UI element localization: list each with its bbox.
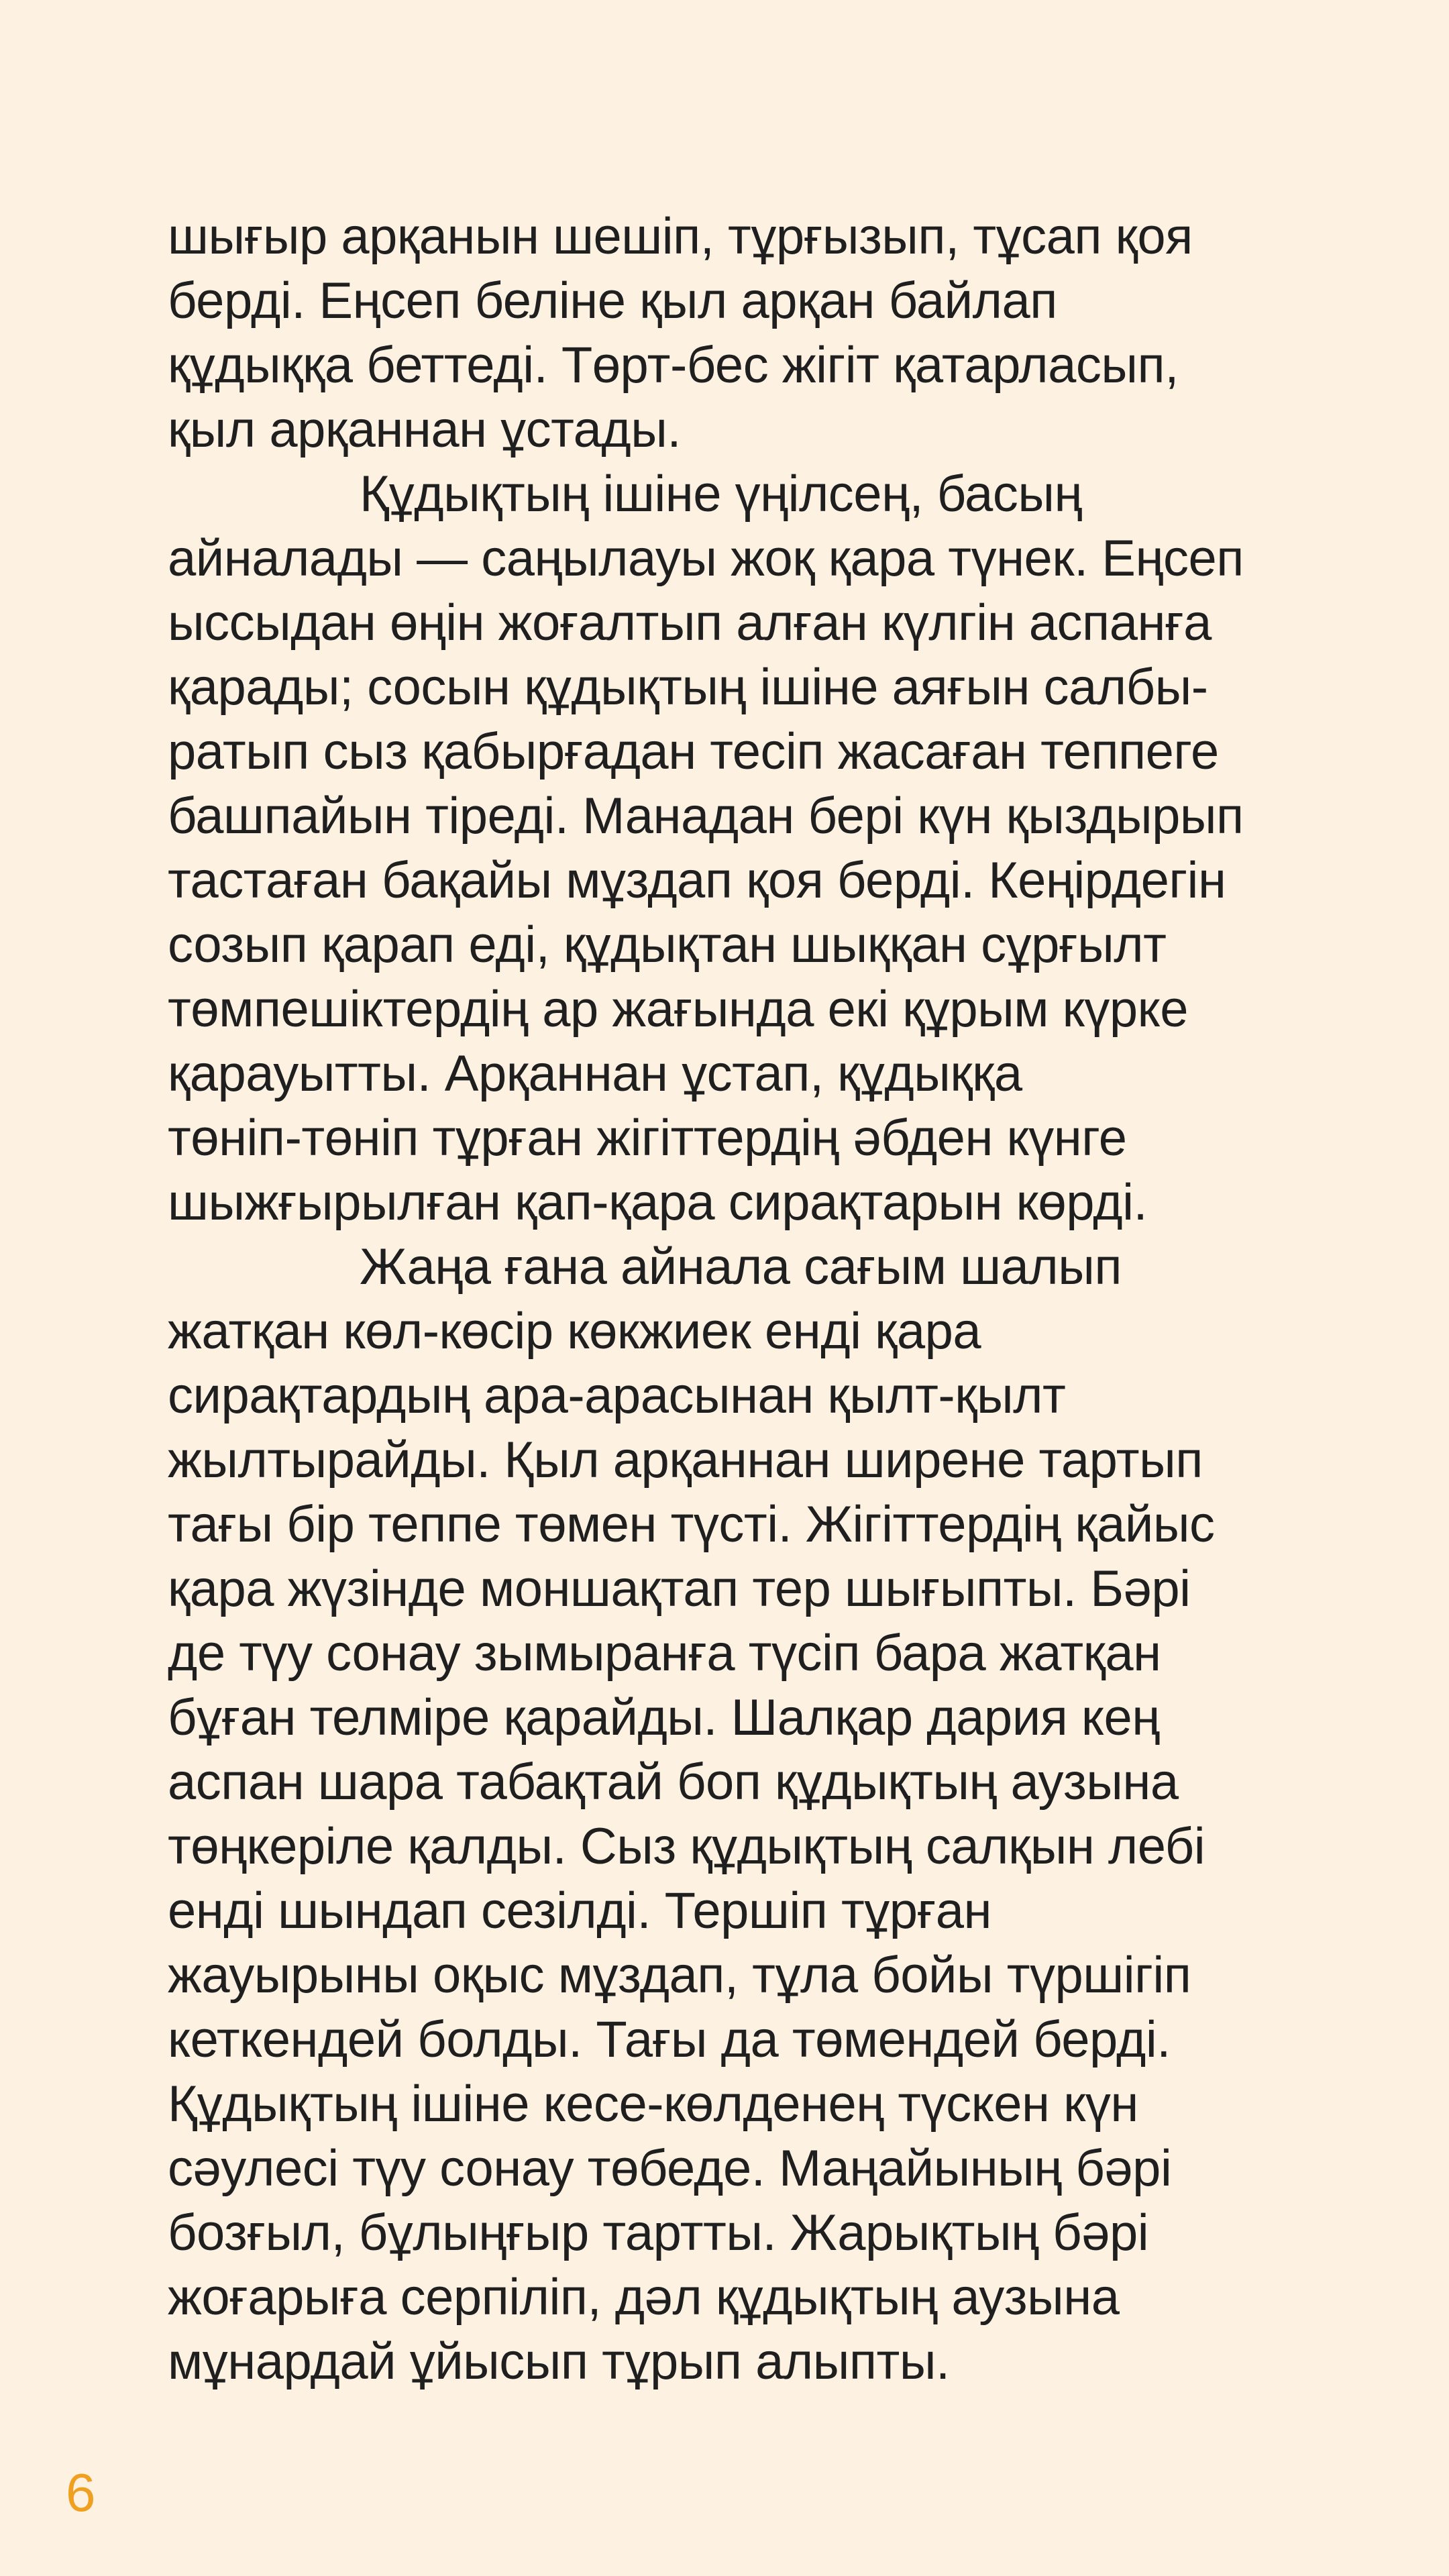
text-line: бұған телміре қарайды. Шалқар дария кең [168, 1689, 1160, 1746]
text-line: башпайын тіреді. Манадан бері күн қыздырып [168, 788, 1244, 845]
text-line: де түу сонау зымыранға түсіп бара жатқан [168, 1625, 1161, 1682]
text-line: берді. Еңсеп беліне қыл арқан байлап [168, 272, 1057, 329]
text-line: кеткендей болды. Тағы да төмендей берді. [168, 2011, 1171, 2068]
text-line: Құдықтың ішіне кесе-көлденең түскен күн [168, 2076, 1138, 2133]
text-line: қыл арқаннан ұстады. [168, 401, 681, 458]
text-line: құдыққа беттеді. Төрт-бес жігіт қатарласып, [168, 337, 1179, 394]
page-number: 6 [66, 2463, 96, 2522]
text-line: ыссыдан өңін жоғалтып алған күлгін аспанға [168, 594, 1212, 651]
paragraph-first-line: Құдықтың ішіне үңілсең, басың [360, 466, 1082, 523]
text-line: жатқан көл-көсір көкжиек енді қара [168, 1303, 981, 1360]
text-line: ратып сыз қабырғадан тесіп жасаған теппеге [168, 723, 1219, 780]
text-line: сәулесі түу сонау төбеде. Маңайының бәрі [168, 2140, 1172, 2197]
text-line: шығыр арқанын шешіп, тұрғызып, тұсап қоя [168, 208, 1193, 265]
text-line: тағы бір теппе төмен түсті. Жігіттердің қайыс [168, 1496, 1215, 1553]
page-body-text [168, 205, 1348, 2394]
text-line: тастаған бақайы мұздап қоя берді. Кеңірдегін [168, 852, 1226, 909]
text-line: созып қарап еді, құдықтан шыққан сұрғылт [168, 916, 1167, 973]
text-line: төңкеріле қалды. Сыз құдықтың салқын лебі [168, 1818, 1205, 1875]
text-line: аспан шара табақтай боп құдықтың аузына [168, 1754, 1179, 1811]
text-line: сирақтардың ара-арасынан қылт-қылт [168, 1367, 1066, 1424]
text-line: қара жүзінде моншақтап тер шығыпты. Бәрі [168, 1560, 1191, 1617]
text-line: айналады — саңылауы жоқ қара түнек. Еңсеп [168, 530, 1244, 587]
text-line: енді шындап сезілді. Тершіп тұрған [168, 1882, 992, 1939]
text-line: қарауытты. Арқаннан ұстап, құдыққа [168, 1045, 1022, 1102]
text-line: төніп-төніп тұрған жігіттердің әбден күнге [168, 1110, 1127, 1167]
text-line: шыжғырылған қап-қара сирақтарын көрді. [168, 1174, 1148, 1231]
text-line: қарады; сосын құдықтың ішіне аяғын салбы- [168, 659, 1208, 716]
paragraph-first-line: Жаңа ғана айнала сағым шалып [360, 1238, 1122, 1295]
text-line: бозғыл, бұлыңғыр тартты. Жарықтың бәрі [168, 2204, 1149, 2261]
text-line: жоғарыға серпіліп, дәл құдықтың аузына [168, 2269, 1120, 2326]
text-line: төмпешіктердің ар жағында екі құрым күрке [168, 981, 1188, 1038]
text-line: мұнардай ұйысып тұрып алыпты. [168, 2333, 950, 2390]
text-line: жылтырайды. Қыл арқаннан ширене тартып [168, 1432, 1203, 1489]
text-line: жауырыны оқыс мұздап, тұла бойы түршігіп [168, 1947, 1191, 2004]
